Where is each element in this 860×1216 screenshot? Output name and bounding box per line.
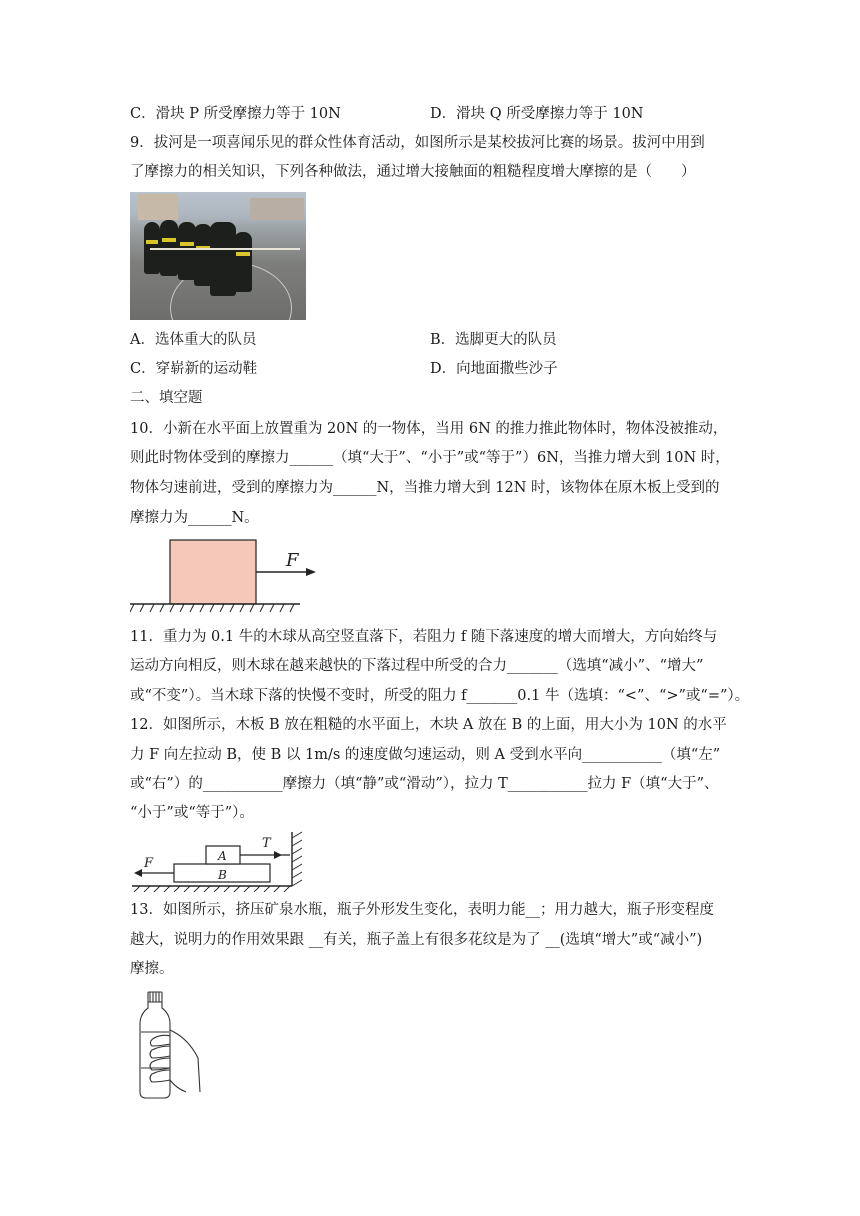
q9-option-d: D．向地面撒些沙子 — [430, 361, 558, 377]
hand-squeezing-bottle — [130, 988, 202, 1104]
force-label: F — [286, 550, 299, 571]
q12-stem-line4: “小于”或“等于”）。 — [130, 805, 254, 821]
t-arrow-head-icon — [274, 851, 282, 859]
q11-stem-line2: 运动方向相反，则木球在越来越快的下落过程中所受的合力_______（选填“减小”、“增大” — [130, 658, 704, 674]
q9-option-a: A．选体重大的队员 — [130, 332, 257, 348]
q13-stem-line2: 越大，说明力的作用效果跟 __有关，瓶子盖上有很多花纹是为了 __(选填“增大”或“减小”) — [130, 932, 703, 948]
q13-stem-line1: 13．如图所示，挤压矿泉水瓶，瓶子外形发生变化，表明力能__；用力越大，瓶子形变程度 — [130, 902, 714, 918]
q9-stem-line1: 9．拔河是一项喜闻乐见的群众性体育活动，如图所示是某校拔河比赛的场景。拔河中用到 — [130, 135, 705, 151]
q12-stem-line2: 力 F 向左拉动 B，使 B 以 1m/s 的速度做匀速运动，则 A 受到水平向___________（填“左” — [130, 747, 721, 763]
block-a-label: A — [218, 849, 227, 863]
floor-hatching — [134, 886, 290, 892]
q9-stem-line2: 了摩擦力的相关知识，下列各种做法，通过增大接触面的粗糙程度增大摩擦的是（ ） — [130, 164, 696, 180]
q10-stem-line4: 摩擦力为______N。 — [130, 510, 259, 526]
pull-force-label: F — [144, 856, 154, 871]
f-arrow-head-icon — [134, 869, 142, 877]
q9-option-c: C．穿崭新的运动鞋 — [130, 361, 258, 377]
q8-option-c: C．滑块 P 所受摩擦力等于 10N — [130, 106, 341, 122]
q10-stem-line2: 则此时物体受到的摩擦力______（填“大于”、“小于”或“等于”）6N，当推力增大到 10N 时， — [130, 450, 730, 466]
q11-stem-line1: 11．重力为 0.1 牛的木球从高空竖直落下，若阻力 f 随下落速度的增大而增大，方向始终与 — [130, 629, 718, 645]
ground-hatching — [130, 604, 294, 612]
q11-stem-line3: 或“不变”）。当木球下落的快慢不变时，所受的阻力 f_______0.1 牛（选填：“<”、“>”或“=”）。 — [130, 688, 750, 704]
tension-label: T — [262, 836, 271, 851]
q9-option-b: B．选脚更大的队员 — [430, 332, 557, 348]
q8-option-d: D．滑块 Q 所受摩擦力等于 10N — [430, 106, 644, 122]
tug-of-war-photo — [130, 192, 306, 320]
block — [170, 540, 256, 604]
q12-stem-line1: 12．如图所示，木板 B 放在粗糙的水平面上，木块 A 放在 B 的上面，用大小为 10N 的水平 — [130, 717, 727, 733]
q12-stem-line3: 或“右”）的___________摩擦力（填“静”或“滑动”），拉力 T___________拉力 F（填“大于”、 — [130, 776, 719, 792]
block-force-diagram — [130, 536, 320, 614]
wall-hatching — [292, 832, 302, 886]
board-block-diagram — [130, 830, 306, 892]
section-heading-fill-blank: 二、填空题 — [130, 390, 203, 406]
board-b-label: B — [218, 868, 227, 882]
arrow-head-icon — [306, 568, 316, 576]
q13-stem-line3: 摩擦。 — [130, 961, 174, 977]
q10-stem-line1: 10．小新在水平面上放置重为 20N 的一物体，当用 6N 的推力推此物体时，物体没被推动， — [130, 421, 728, 437]
q10-stem-line3: 物体匀速前进，受到的摩擦力为______N，当推力增大到 12N 时，该物体在原木板上受到的 — [130, 480, 720, 496]
